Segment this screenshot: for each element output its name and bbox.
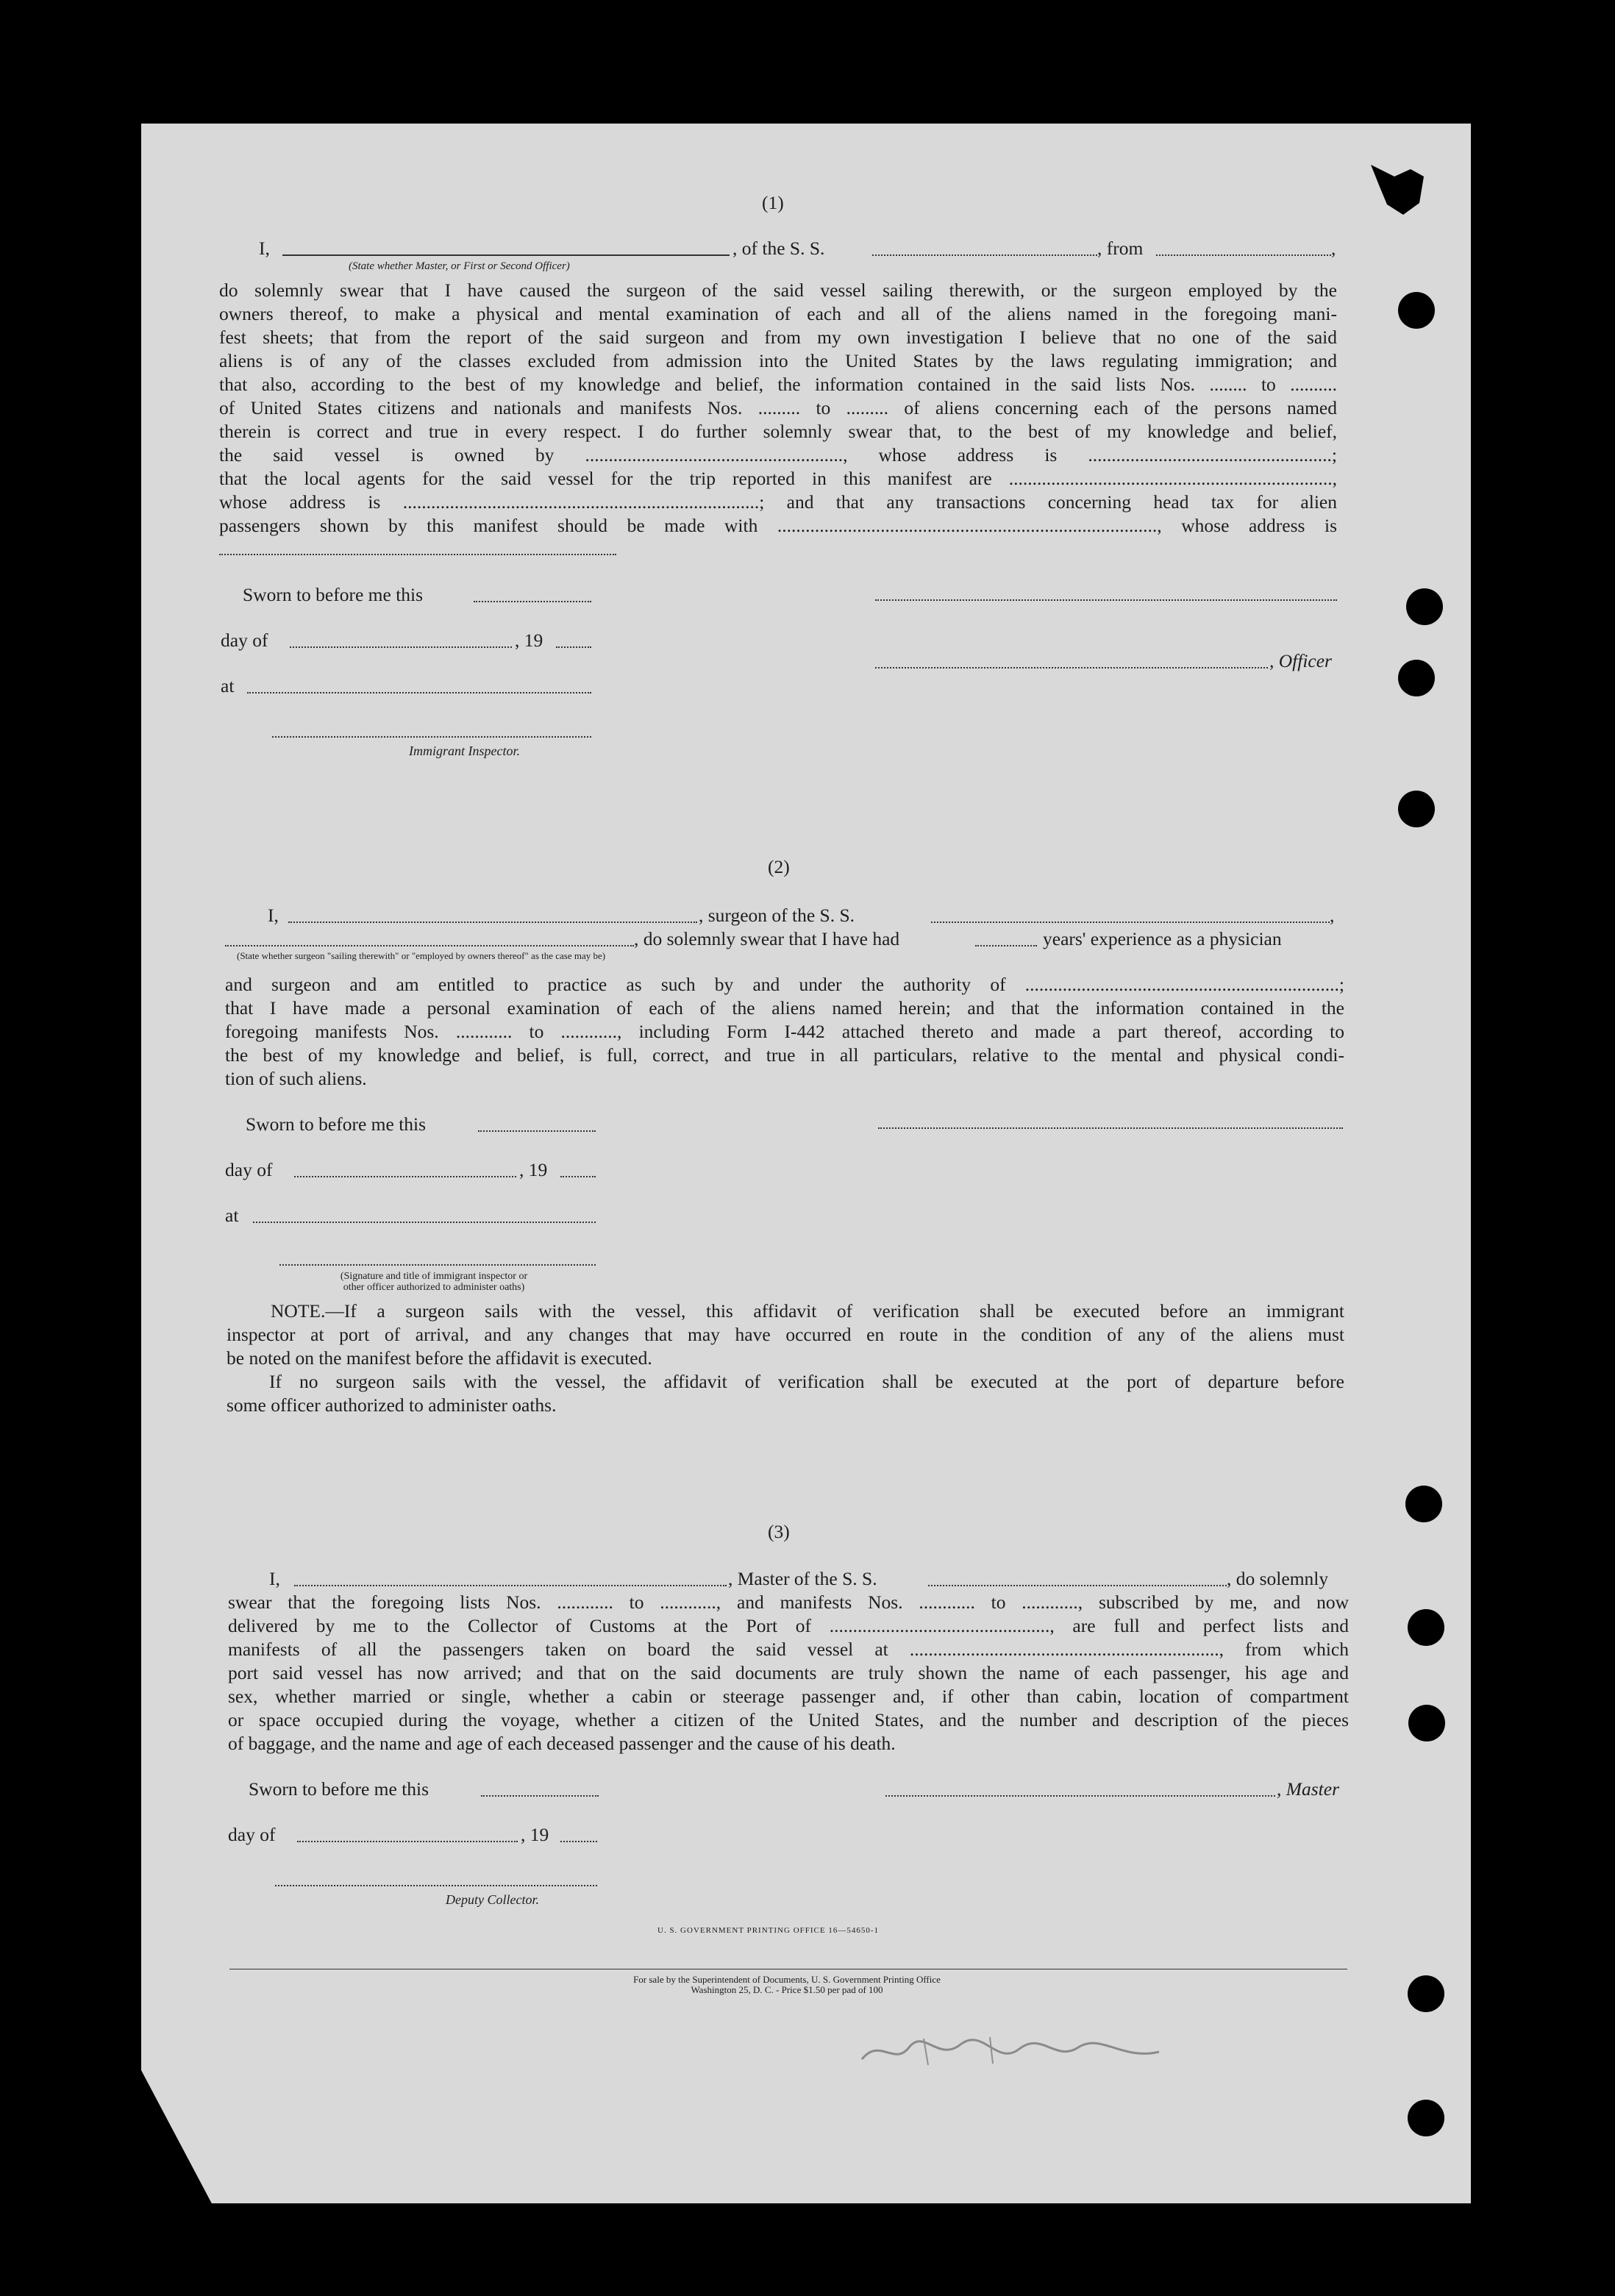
binder-hole bbox=[1406, 588, 1443, 625]
sale-notice-1: For sale by the Superintendent of Documents, U. S. Government Printing Office bbox=[633, 1974, 941, 1985]
body-line: manifests of all the passengers taken on board the said vessel at .................................................................., from which bbox=[228, 1639, 1349, 1660]
section-1-at: at bbox=[221, 675, 235, 696]
section-2-at-field bbox=[253, 1222, 596, 1223]
body-line: and surgeon and am entitled to practice as such by and under the authority of ...................................................................; bbox=[225, 974, 1344, 995]
binder-hole bbox=[1398, 660, 1435, 696]
signature-caption-2: other officer authorized to administer oaths) bbox=[343, 1282, 525, 1293]
address-continuation-field bbox=[219, 554, 616, 555]
section-2-swear: , do solemnly swear that I have had bbox=[634, 928, 900, 949]
body-line: aliens is of any of the classes excluded from admission into the United States by the laws regulating immigration; and bbox=[219, 350, 1337, 371]
body-line: whose address is ............................................................................; and that any transactions concerning head tax for alien bbox=[219, 491, 1337, 513]
section-3-swear: , do solemnly bbox=[1227, 1568, 1329, 1589]
section-3-master-of: , Master of the S. S. bbox=[728, 1568, 877, 1589]
section-1-sworn-field bbox=[474, 601, 591, 602]
section-1-at-field bbox=[247, 692, 591, 694]
vessel-name-field bbox=[872, 254, 1097, 256]
body-line: therein is correct and true in every respect. I do further solemnly swear that, to the best of my knowledge and belief, bbox=[219, 421, 1337, 442]
section-3-deputy: Deputy Collector. bbox=[446, 1892, 539, 1907]
section-1-officer: , Officer bbox=[1269, 650, 1332, 671]
section-2-sworn: Sworn to before me this bbox=[246, 1113, 427, 1135]
body-line: sex, whether married or single, whether a cabin or steerage passenger and, if other than cabin, location of compartment bbox=[228, 1686, 1349, 1707]
corner-punch-mark bbox=[1365, 160, 1431, 219]
section-1-comma: , bbox=[1331, 238, 1336, 259]
section-2-day-of: day of bbox=[225, 1159, 273, 1180]
section-1-day-of: day of bbox=[221, 630, 268, 651]
section-2-year-field bbox=[560, 1176, 596, 1177]
note-line: NOTE.—If a surgeon sails with the vessel, this affidavit of verification shall be executed before an immigrant bbox=[271, 1300, 1344, 1322]
section-2-inspector-field bbox=[279, 1264, 596, 1266]
section-1-number: (1) bbox=[762, 192, 784, 213]
master-name-field bbox=[294, 1585, 727, 1586]
section-1-inspector: Immigrant Inspector. bbox=[409, 744, 520, 758]
section-3-day-of: day of bbox=[228, 1824, 276, 1845]
section-3-i: I, bbox=[269, 1568, 280, 1589]
years-experience-field bbox=[975, 945, 1037, 946]
body-line: foregoing manifests Nos. ............ to ............, including Form I-442 attached thereto and made a part thereof, according to bbox=[225, 1021, 1344, 1042]
body-line: that I have made a personal examination of each of the aliens named herein; and that the information contained in the bbox=[225, 997, 1344, 1019]
section-2-number: (2) bbox=[768, 856, 790, 877]
section-3-year-field bbox=[560, 1841, 597, 1842]
binder-hole bbox=[1405, 1486, 1442, 1522]
master-signature-field bbox=[885, 1795, 1275, 1797]
section-2-sworn-field bbox=[478, 1130, 596, 1132]
binder-hole bbox=[1408, 2100, 1444, 2136]
section-3-master: , Master bbox=[1277, 1778, 1339, 1800]
deputy-signature-field bbox=[275, 1885, 597, 1886]
binder-hole bbox=[1408, 1705, 1445, 1741]
section-3-sworn-field bbox=[481, 1795, 599, 1797]
note-line: inspector at port of arrival, and any changes that may have occurred en route in the condition of any of the aliens must bbox=[227, 1324, 1344, 1345]
section-2-caption: (State whether surgeon "sailing therewith" or "employed by owners thereof" as the case may be) bbox=[237, 950, 606, 961]
body-line: that the local agents for the said vessel for the trip reported in this manifest are ....................................................................., bbox=[219, 468, 1337, 489]
section-3-sworn: Sworn to before me this bbox=[249, 1778, 429, 1800]
handwritten-notation bbox=[858, 2030, 1166, 2074]
officer-rank-field bbox=[282, 254, 730, 256]
body-line: owners thereof, to make a physical and mental examination of each and all of the aliens named in the foregoing mani- bbox=[219, 303, 1337, 324]
section-2-i: I, bbox=[268, 905, 279, 926]
section-3-year: , 19 bbox=[521, 1824, 549, 1845]
body-line: fest sheets; that from the report of the said surgeon and from my own investigation I believe that no one of the said bbox=[219, 327, 1337, 348]
section-1-of-ss: , of the S. S. bbox=[732, 238, 825, 259]
binder-hole bbox=[1408, 1609, 1444, 1646]
left-edge-mark bbox=[28, 835, 37, 840]
section-2-comma: , bbox=[1330, 905, 1335, 926]
note-line: be noted on the manifest before the affidavit is executed. bbox=[227, 1347, 652, 1369]
body-line: swear that the foregoing lists Nos. ............ to ............, and manifests Nos. ............ to ............, subscribed by me, and now bbox=[228, 1591, 1349, 1613]
binder-hole bbox=[1408, 1975, 1444, 2012]
body-line: port said vessel has now arrived; and that on the said documents are truly shown the name of each passenger, his age and bbox=[228, 1662, 1349, 1683]
gpo-imprint: U. S. GOVERNMENT PRINTING OFFICE 16—54650-1 bbox=[657, 1926, 880, 1935]
section-1-year: , 19 bbox=[515, 630, 543, 651]
surgeon-status-field bbox=[225, 945, 634, 946]
section-3-number: (3) bbox=[768, 1521, 790, 1542]
departure-port-field bbox=[1156, 254, 1331, 256]
section-3-vessel-field bbox=[928, 1585, 1227, 1586]
body-line: the said vessel is owned by ......................................................., whose address is ....................................................; bbox=[219, 444, 1337, 466]
section-1-from: , from bbox=[1097, 238, 1144, 259]
body-line: passengers shown by this manifest should be made with ................................................................................., whose address is bbox=[219, 515, 1337, 536]
body-line: of baggage, and the name and age of each deceased passenger and the cause of his death. bbox=[228, 1733, 896, 1754]
body-line: delivered by me to the Collector of Customs at the Port of ..............................................., are full and perfect lists and bbox=[228, 1615, 1349, 1636]
section-2-vessel-field bbox=[931, 921, 1330, 923]
body-line: tion of such aliens. bbox=[225, 1068, 367, 1089]
section-1-signature-field bbox=[875, 599, 1337, 601]
section-2-surgeon-of: , surgeon of the S. S. bbox=[699, 905, 855, 926]
section-3-day-field bbox=[297, 1841, 518, 1842]
body-line: of United States citizens and nationals and manifests Nos. ......... to ......... of aliens concerning each of the persons named bbox=[219, 397, 1337, 418]
body-line: that also, according to the best of my knowledge and belief, the information contained in the said lists Nos. ........ to .......... bbox=[219, 374, 1337, 395]
sale-notice-2: Washington 25, D. C. - Price $1.50 per pad of 100 bbox=[691, 1984, 883, 1995]
bottom-tab bbox=[872, 2203, 877, 2214]
surgeon-name-field bbox=[288, 921, 697, 923]
note-line: If no surgeon sails with the vessel, the affidavit of verification shall be executed at the port of departure before bbox=[269, 1371, 1344, 1392]
body-line: do solemnly swear that I have caused the surgeon of the said vessel sailing therewith, or the surgeon employed by the bbox=[219, 279, 1337, 301]
section-1-caption: (State whether Master, or First or Second Officer) bbox=[349, 260, 570, 272]
body-line: the best of my knowledge and belief, is full, correct, and true in all particulars, relative to the mental and physical condi- bbox=[225, 1044, 1344, 1066]
section-1-day-field bbox=[290, 646, 512, 648]
section-2-years: years' experience as a physician bbox=[1043, 928, 1282, 949]
section-1-i: I, bbox=[259, 238, 270, 259]
binder-hole bbox=[1398, 292, 1435, 329]
section-2-signature-field bbox=[878, 1127, 1343, 1129]
officer-signature-field bbox=[875, 667, 1268, 669]
section-2-year: , 19 bbox=[519, 1159, 548, 1180]
note-line: some officer authorized to administer oaths. bbox=[227, 1394, 557, 1416]
binder-hole bbox=[1398, 791, 1435, 827]
body-line: or space occupied during the voyage, whether a citizen of the United States, and the number and description of the pieces bbox=[228, 1709, 1349, 1730]
signature-caption-1: (Signature and title of immigrant inspector or bbox=[340, 1271, 528, 1282]
section-2-day-field bbox=[294, 1176, 516, 1177]
section-2-at: at bbox=[225, 1205, 239, 1226]
section-1-sworn: Sworn to before me this bbox=[243, 584, 424, 605]
section-1-year-field bbox=[556, 646, 591, 648]
inspector-signature-field bbox=[272, 736, 591, 738]
